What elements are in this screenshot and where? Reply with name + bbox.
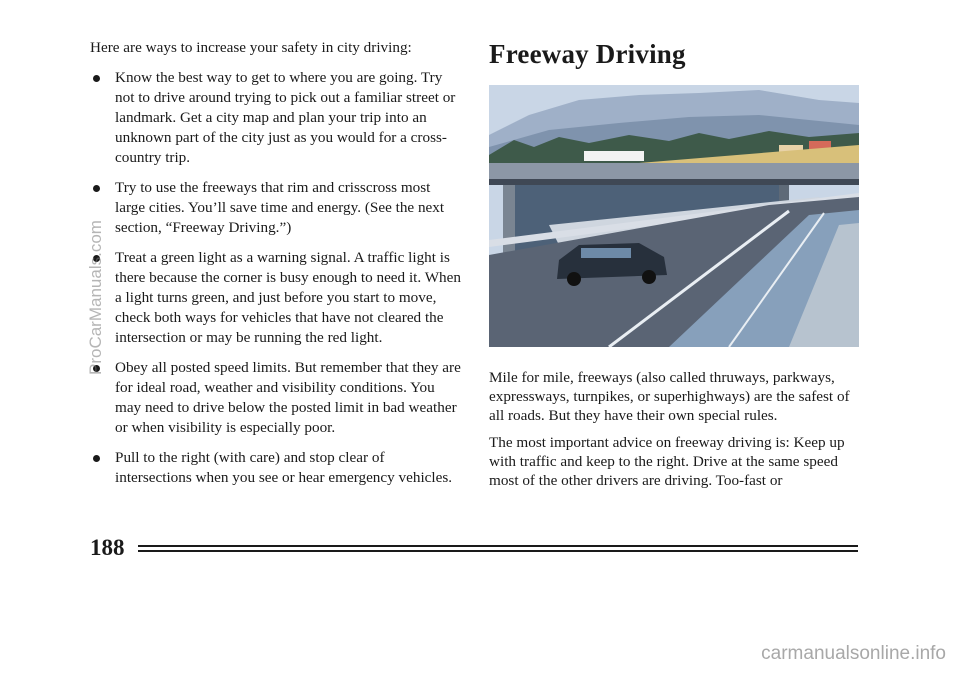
list-item (90, 248, 462, 348)
freeway-overpass-illustration (489, 85, 859, 347)
list-item (90, 358, 462, 438)
page-footer (90, 536, 858, 560)
page-number: 188 (90, 535, 125, 560)
paragraph: Mile for mile, freeways (also called thruways, parkways, expressways, turnpikes, or superhighways) are the safest of all roads. But they have their own special rules. (489, 369, 850, 424)
section-heading: Freeway Driving (489, 39, 686, 69)
right-column (489, 38, 861, 489)
list-item-text: Try to use the freeways that rim and crisscross most large cities. You’ll save time and energy. (See the next section, “Freeway Driving.”) (115, 179, 445, 236)
list-item-text: Pull to the right (with care) and stop clear of intersections when you see or hear emergency vehicles. (115, 449, 453, 486)
freeway-illustration-svg (489, 85, 859, 347)
watermark-text: ProCarManuals.com (86, 220, 105, 375)
bullet-icon (93, 455, 100, 462)
list-item (90, 68, 462, 168)
left-column (90, 38, 462, 498)
footer-rule (138, 545, 858, 553)
list-item (90, 448, 462, 488)
intro-text: Here are ways to increase your safety in city driving: (90, 39, 412, 56)
bullet-icon (93, 185, 100, 192)
list-item-text: Treat a green light as a warning signal. A traffic light is there because the corner is busy enough to need it. When a light turns green, and just before you start to move, check both ways for vehicles that have not cleared the intersection or may be running the red light. (115, 249, 461, 346)
list-item-text: Obey all posted speed limits. But remember that they are for ideal road, weather and visibility conditions. You may need to drive below the posted limit in bad weather or when visibility is especially poor. (115, 359, 461, 436)
list-item (90, 178, 462, 238)
site-footer-text: carmanualsonline.info (761, 643, 946, 664)
list-item-text: Know the best way to get to where you are going. Try not to drive around trying to pick out a familiar street or landmark. Get a city map and plan your trip into an unknown part of the city just as you would for a cross-country trip. (115, 69, 456, 166)
safety-tips-list (90, 68, 462, 488)
freeway-body-text (489, 368, 861, 498)
paragraph: The most important advice on freeway driving is: Keep up with traffic and keep to the right. Drive at the same speed most of the other drivers are driving. Too-fast or (489, 434, 845, 489)
bullet-icon (93, 75, 100, 82)
